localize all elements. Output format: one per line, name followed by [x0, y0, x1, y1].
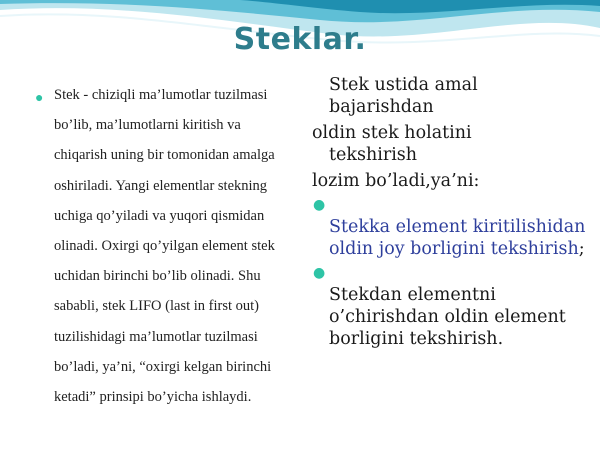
right-line-1: Stek ustida amal [329, 75, 478, 95]
bullet-dot-icon: ● [313, 265, 326, 281]
right-line-4: tekshirish [329, 145, 418, 165]
bullet-dot-icon: ● [35, 91, 44, 106]
bullet-dot-icon: ● [313, 197, 326, 213]
left-text-block [35, 80, 294, 412]
right-bullet-item-1 [312, 216, 597, 260]
right-bullet-item-1-suffix: ; [578, 239, 585, 259]
right-bullet-item-2: Stekdan elementni o’chirishdan oldin element borligini tekshirish. [329, 285, 566, 349]
right-bullet-item-1-text: Stekka element kiritilishidan oldin joy borligini tekshirish [329, 217, 586, 259]
right-line-3: oldin stek holatini [312, 123, 472, 143]
right-text-block [312, 74, 597, 350]
right-line-2: bajarishdan [329, 97, 434, 117]
left-paragraph: Stek - chiziqli ma’lumotlar tuzilmasi bo’lib, ma’lumotlarni kiritish va chiqarish uning bir tomonidan amalga oshiriladi. Yangi elementlar stekning uchiga qo’yiladi va yuqori qismidan olinadi. Oxirgi qo’yilgan element stek uchidan birinchi bo’lib olinadi. Shu sababli, stek LIFO (last in first out) tuzilishidagi ma’lumotlar tuzilmasi bo’ladi, ya’ni, “oxirgi kelgan birinchi ketadi” prinsipi bo’yicha ishlaydi. [54, 87, 275, 406]
slide-title: Steklar. [233, 22, 367, 57]
right-line-5: lozim bo’ladi,ya’ni: [312, 171, 480, 191]
